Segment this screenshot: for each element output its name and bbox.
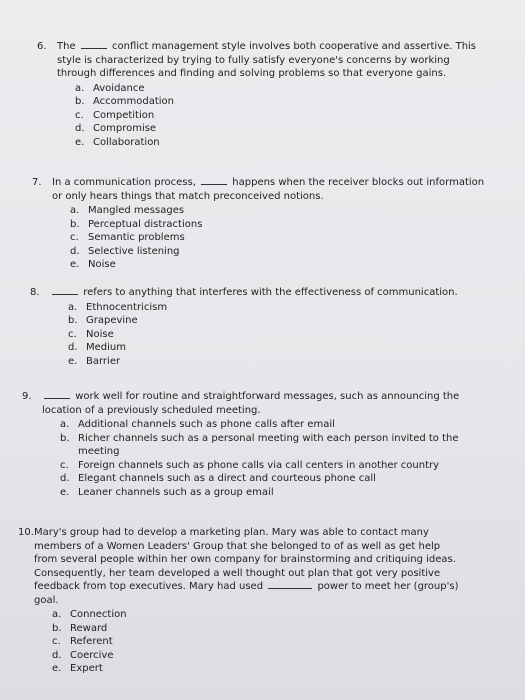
option-c[interactable]	[52, 231, 492, 245]
question-text-post: happens when the receiver blocks out information or only hears things that match preconceived notions.	[52, 177, 485, 202]
option-b[interactable]	[42, 432, 482, 459]
option-letter: d.	[52, 649, 62, 661]
option-d[interactable]	[34, 649, 464, 663]
option-letter: a.	[75, 82, 85, 94]
option-d[interactable]	[52, 245, 492, 259]
question-number: 10.	[18, 527, 34, 538]
option-text: Additional channels such as phone calls after email	[78, 419, 335, 430]
option-letter: d.	[60, 473, 70, 484]
option-c[interactable]	[57, 109, 489, 123]
question-7	[32, 176, 492, 272]
option-list	[57, 82, 489, 150]
option-letter: e.	[70, 259, 80, 270]
option-text: Coercive	[70, 649, 114, 661]
option-letter: e.	[68, 355, 78, 367]
question-9	[22, 390, 482, 499]
option-letter: d.	[70, 245, 80, 257]
option-text: Medium	[86, 342, 126, 353]
option-e[interactable]	[57, 136, 489, 150]
option-letter: c.	[52, 636, 61, 647]
question-stem	[32, 176, 492, 203]
option-letter: c.	[70, 232, 79, 243]
option-text: Accommodation	[93, 96, 175, 107]
option-a[interactable]	[57, 82, 489, 96]
option-text: Richer channels such as a personal meeting with each person invited to the meeting	[78, 432, 459, 457]
option-letter: d.	[75, 123, 85, 134]
option-letter: e.	[52, 663, 62, 674]
option-letter: b.	[68, 315, 78, 326]
option-text: Collaboration	[93, 136, 160, 148]
question-number: 6.	[37, 41, 47, 52]
option-c[interactable]	[50, 328, 490, 342]
option-b[interactable]	[50, 314, 490, 328]
question-text-post: power to meet her (group's) goal.	[34, 581, 459, 606]
question-number: 7.	[32, 177, 42, 188]
question-stem	[22, 390, 482, 417]
option-e[interactable]	[42, 486, 482, 500]
answer-blank	[81, 47, 107, 49]
option-letter: c.	[68, 328, 77, 340]
option-text: Foreign channels such as phone calls via call centers in another country	[78, 459, 440, 471]
option-text: Elegant channels such as a direct and courteous phone call	[78, 473, 376, 484]
option-text: Leaner channels such as a group email	[78, 486, 274, 498]
question-8	[30, 286, 490, 368]
option-text: Referent	[70, 636, 113, 647]
option-text: Selective listening	[88, 245, 180, 257]
question-text-pre: The	[57, 41, 76, 52]
question-10	[18, 526, 464, 676]
question-stem	[18, 526, 464, 607]
option-d[interactable]	[42, 472, 482, 486]
option-letter: a.	[60, 419, 70, 430]
option-letter: b.	[75, 96, 85, 107]
option-letter: b.	[52, 622, 62, 634]
option-a[interactable]	[34, 608, 464, 622]
question-text-post: refers to anything that interferes with the effectiveness of communication.	[83, 287, 458, 298]
option-d[interactable]	[50, 341, 490, 355]
answer-blank	[201, 183, 227, 185]
option-text: Mangled messages	[88, 205, 185, 216]
option-text: Compromise	[93, 123, 157, 134]
option-c[interactable]	[42, 459, 482, 473]
question-text-post: conflict management style involves both cooperative and assertive. This style is characterized by trying to fully satisfy everyone's concerns by working through differences and finding and solving problems so that everyone gains.	[57, 41, 477, 79]
option-letter: a.	[70, 205, 80, 216]
option-text: Semantic problems	[88, 232, 185, 243]
option-e[interactable]	[34, 662, 464, 676]
option-text: Grapevine	[86, 315, 138, 326]
option-text: Avoidance	[93, 82, 145, 94]
option-letter: b.	[60, 432, 70, 444]
option-text: Connection	[70, 609, 127, 620]
option-a[interactable]	[50, 301, 490, 315]
option-list	[52, 204, 492, 272]
option-text: Barrier	[86, 355, 121, 367]
answer-blank	[268, 587, 312, 589]
option-e[interactable]	[50, 355, 490, 369]
option-list	[42, 418, 482, 499]
option-letter: b.	[70, 218, 80, 230]
option-text: Noise	[88, 259, 116, 270]
option-b[interactable]	[52, 218, 492, 232]
option-letter: c.	[75, 109, 84, 121]
option-letter: d.	[68, 342, 78, 353]
answer-blank	[52, 293, 78, 295]
question-text-post: work well for routine and straightforward messages, such as announcing the location of a previously scheduled meeting.	[42, 391, 460, 416]
question-stem	[37, 40, 489, 81]
question-text-pre: Mary's group had to develop a marketing plan. Mary was able to contact many members of a Women Leaders' Group that she belonged to of as well as get help from several people within her own company for brainstorming and critiquing ideas. Consequently, her team developed a well thought out plan that got very positive feedback from top executives. Mary had used	[34, 527, 456, 592]
option-b[interactable]	[34, 622, 464, 636]
option-letter: e.	[60, 486, 70, 498]
option-list	[50, 301, 490, 369]
option-letter: c.	[60, 459, 69, 471]
option-text: Reward	[70, 622, 108, 634]
option-a[interactable]	[42, 418, 482, 432]
option-b[interactable]	[57, 95, 489, 109]
question-stem	[30, 286, 490, 300]
option-text: Expert	[70, 663, 103, 674]
option-a[interactable]	[52, 204, 492, 218]
option-c[interactable]	[34, 635, 464, 649]
option-text: Perceptual distractions	[88, 218, 203, 230]
option-e[interactable]	[52, 258, 492, 272]
question-number: 8.	[30, 287, 40, 298]
question-number: 9.	[22, 391, 32, 402]
answer-blank	[44, 397, 70, 399]
option-text: Noise	[86, 328, 114, 340]
option-list	[34, 608, 464, 676]
question-text-pre: In a communication process,	[52, 177, 196, 188]
option-letter: e.	[75, 136, 85, 148]
question-6	[37, 40, 489, 149]
option-d[interactable]	[57, 122, 489, 136]
option-letter: a.	[68, 301, 78, 313]
option-text: Ethnocentricism	[86, 301, 168, 313]
option-letter: a.	[52, 609, 62, 620]
option-text: Competition	[93, 109, 155, 121]
